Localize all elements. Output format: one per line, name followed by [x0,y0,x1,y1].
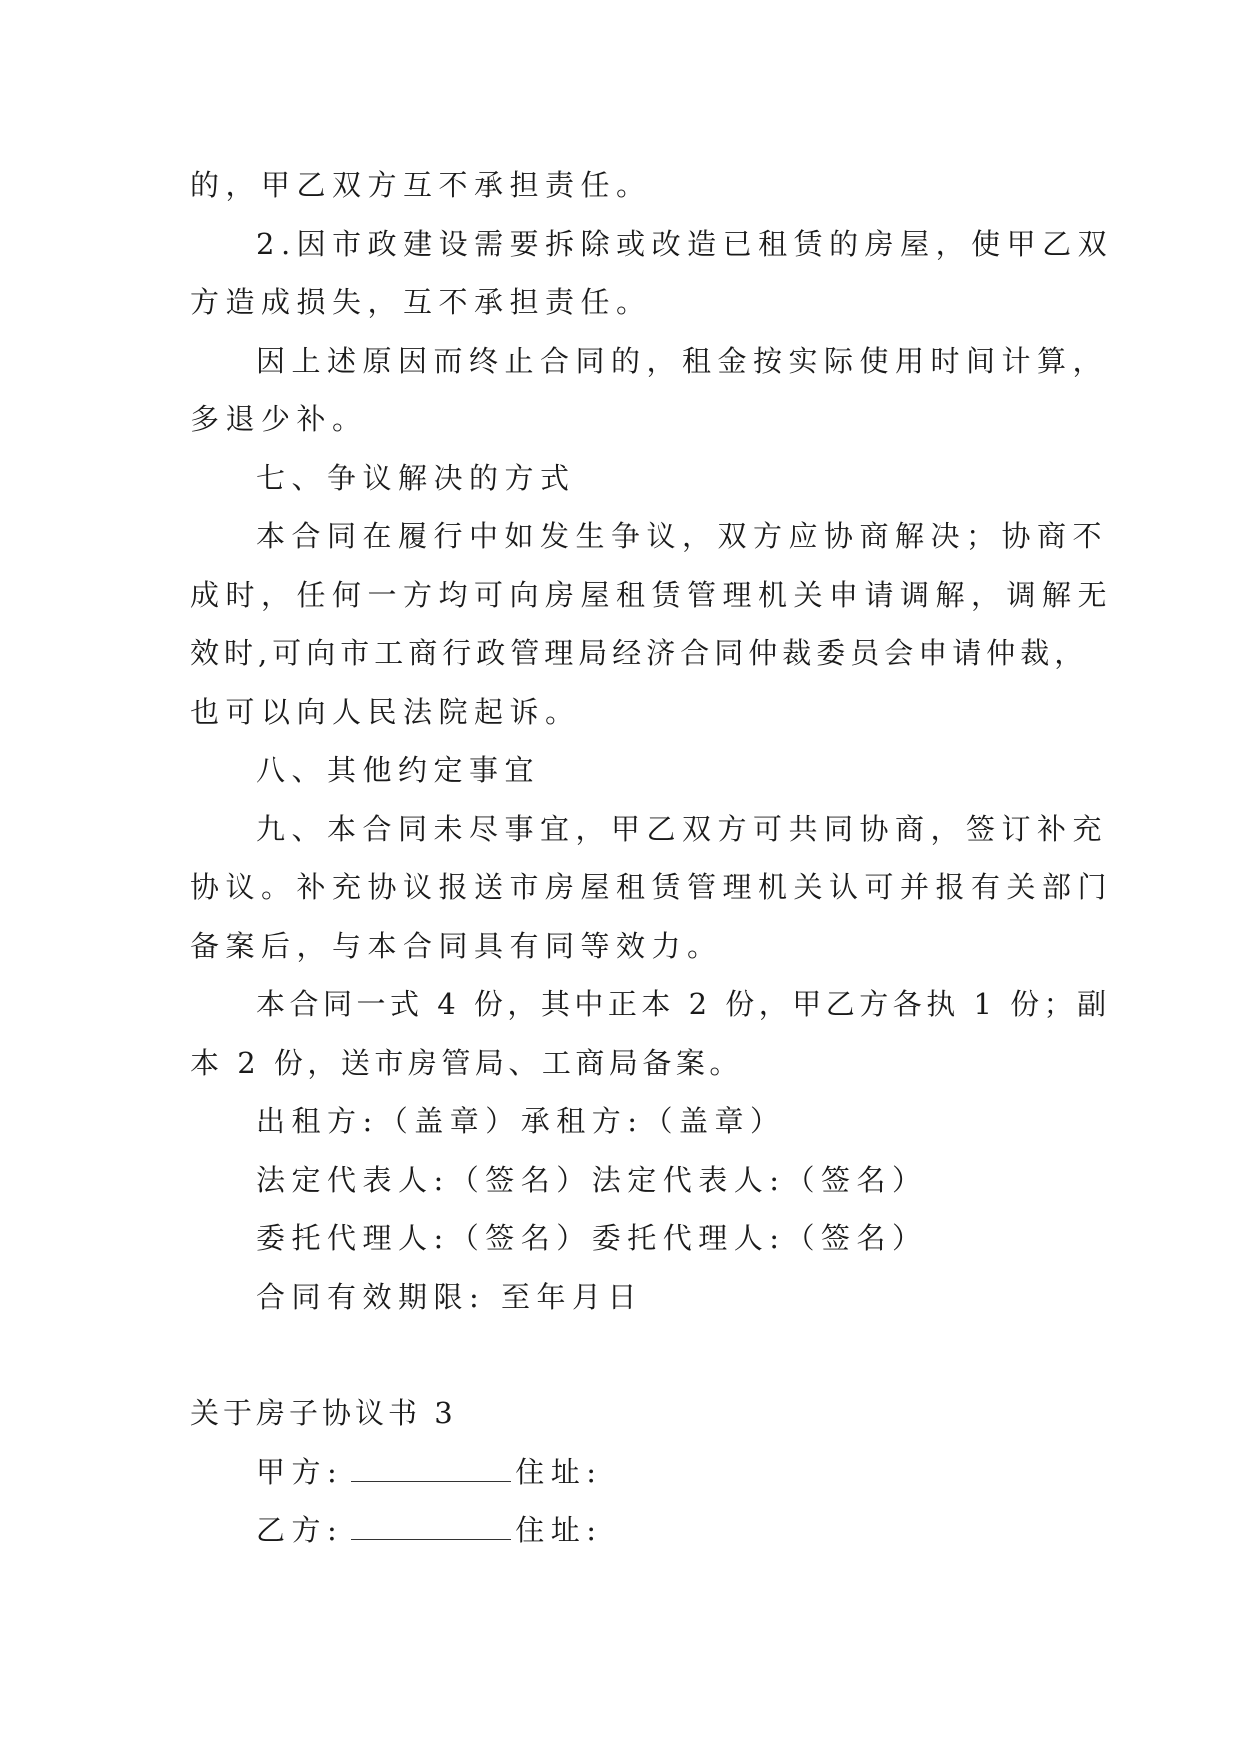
text-line: 本合同一式 4 份，其中正本 2 份，甲乙方各执 1 份；副 [256,987,1111,1021]
section-gap [190,1326,1060,1384]
party-b-label: 乙方: [256,1513,344,1547]
party-a-blank [351,1459,511,1482]
text-line: 协议。补充协议报送市房屋租赁管理机关认可并报有关部门 [190,870,1114,904]
text-line: 备案后，与本合同具有同等效力。 [190,928,723,963]
text-line: 方造成损失，互不承担责任。 [190,285,652,319]
document-page [190,156,1114,1560]
party-a-line [190,1443,1060,1502]
signature-agent-line: 委托代理人:（签名）委托代理人:（签名） [256,1221,928,1255]
text-line: 效时,可向市工商行政管理局经济合同仲裁委员会申请仲裁， [190,636,1089,670]
text-line: 本合同在履行中如发生争议，双方应协商解决；协商不 [256,519,1109,553]
section-heading-other: 八、其他约定事宜 [256,753,541,787]
contract-term-line: 合同有效期限: 至年月日 [256,1279,643,1314]
text-line: 多退少补。 [190,402,368,436]
text-line: 九、本合同未尽事宜，甲乙双方可共同协商，签订补充 [256,811,1109,846]
text-line: 的，甲乙双方互不承担责任。 [190,168,652,202]
text-line: 本 2 份，送市房管局、工商局备案。 [190,1045,743,1080]
section-heading-dispute: 七、争议解决的方式 [256,460,576,495]
text-line: 因上述原因而终止合同的，租金按实际使用时间计算， [256,343,1109,378]
text-line: 也可以向人民法院起诉。 [190,694,581,729]
party-b-blank [351,1517,511,1540]
party-b-address-label: 住址: [515,1513,603,1547]
party-a-label: 甲方: [256,1454,344,1489]
signature-legal-rep-line: 法定代表人:（签名）法定代表人:（签名） [256,1162,928,1197]
text-line: 2.因市政建设需要拆除或改造已租赁的房屋，使甲乙双 [256,226,1114,261]
text-line: 成时，任何一方均可向房屋租赁管理机关申请调解，调解无 [190,577,1114,612]
signature-lessor-line: 出租方:（盖章）承租方:（盖章） [256,1104,786,1138]
party-b-line [190,1501,1060,1560]
party-a-address-label: 住址: [515,1454,603,1489]
section-title: 关于房子协议书 3 [190,1396,457,1430]
